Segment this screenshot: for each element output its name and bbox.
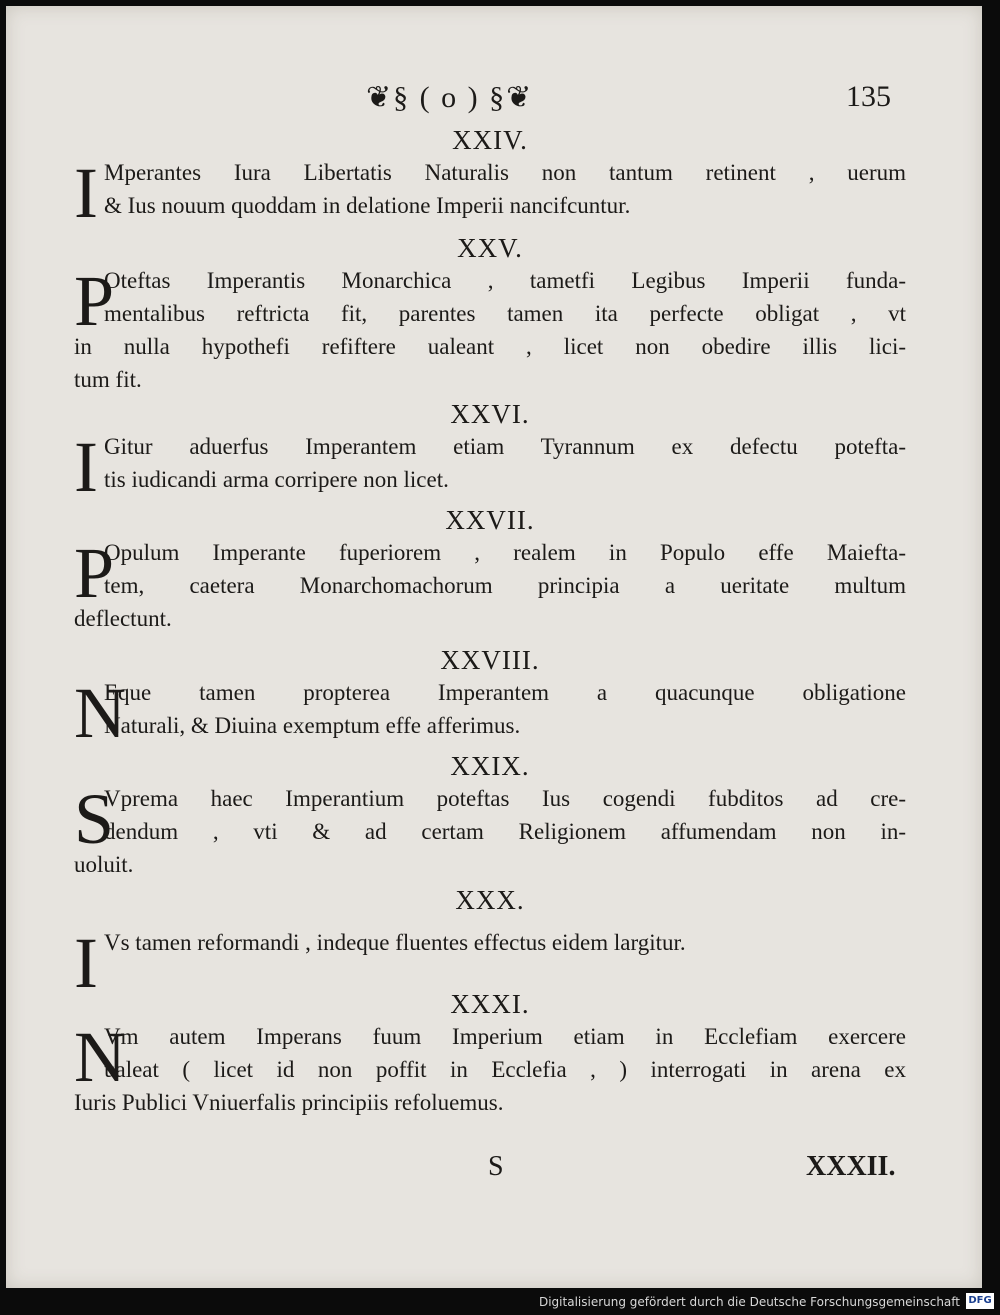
text-line: & Ius nouum quoddam in delatione Imperii nancifcuntur. [104,193,631,218]
section-xxiv [74,124,906,233]
drop-initial: I [74,153,98,233]
catchword: XXXII. [806,1151,896,1182]
section-text [74,533,906,635]
text-line: Mperantes Iura Libertatis Naturalis non tantum retinent , uerum [104,160,906,185]
text-line: tis iudicandi arma corripere non licet. [104,467,449,492]
text-line: in nulla hypothefi refiftere ualeant , licet non obedire illis lici- [74,334,906,359]
drop-initial: N [74,673,126,753]
section-xxv [74,232,906,396]
section-xxx [74,884,906,1003]
section-number: XXV. [457,233,523,263]
header-ornament: ❦§ ( o ) §❦ [366,81,534,114]
section-number: XXVII. [445,505,535,535]
drop-initial: I [74,923,98,1003]
text-line: Gitur aduerfus Imperantem etiam Tyrannum ex defectu potefta- [104,434,906,459]
text-line: dendum , vti & ad certam Religionem affumendam non in- [104,819,906,844]
text-line: Naturali, & Diuina exemptum effe afferimus. [104,713,521,738]
section-text [74,153,906,233]
page-header [6,80,982,120]
section-number: XXIX. [450,751,530,781]
signature-mark: S [488,1151,504,1182]
section-text [74,673,906,753]
section-number: XXVIII. [440,645,540,675]
section-xxvii [74,504,906,635]
section-xxvi [74,398,906,507]
section-xxviii [74,644,906,753]
drop-initial: I [74,427,98,507]
section-text [74,779,906,881]
text-line: Oteftas Imperantis Monarchica , tametfi Legibus Imperii funda- [104,268,906,293]
text-line: Vs tamen reformandi , indeque fluentes effectus eidem largitur. [104,930,686,955]
drop-initial: P [74,261,115,341]
book-page [6,6,982,1288]
text-line: Vprema haec Imperantium poteftas Ius cogendi fubditos ad cre- [104,786,906,811]
section-number: XXXI. [450,989,530,1019]
credit-text: Digitalisierung gefördert durch die Deutsche Forschungsgemeinschaft [538,1295,960,1309]
text-line: mentalibus reftricta fit, parentes tamen ita perfecte obligat , vt [104,301,906,326]
section-text [74,261,906,396]
section-xxxi [74,988,906,1119]
text-line: tum fit. [74,367,142,392]
section-xxix [74,750,906,881]
section-text [74,427,906,507]
credit-bar [0,1288,1000,1315]
text-line: tem, caetera Monarchomachorum principia a ueritate multum [104,573,906,598]
section-number: XXIV. [452,125,528,155]
section-text [74,1017,906,1119]
page-footer [6,1151,982,1191]
text-line: Vm autem Imperans fuum Imperium etiam in Ecclefiam exercere [104,1024,906,1049]
section-text [74,916,906,1003]
text-line: uoluit. [74,852,134,877]
text-line: Eque tamen propterea Imperantem a quacunque obligatione [104,680,906,705]
text-line: ualeat ( licet id non poffit in Ecclefia , ) interrogati in arena ex [104,1057,906,1082]
section-number: XXX. [455,885,525,915]
dfg-logo: DFG [966,1293,994,1309]
text-line: Iuris Publici Vniuerfalis principiis refoluemus. [74,1090,504,1115]
drop-initial: P [74,533,115,613]
page-number: 135 [846,80,891,113]
drop-initial: N [74,1017,126,1097]
text-line: Opulum Imperante fuperiorem , realem in Populo effe Maiefta- [104,540,906,565]
text-line: deflectunt. [74,606,172,631]
drop-initial: S [74,779,115,859]
section-number: XXVI. [450,399,530,429]
